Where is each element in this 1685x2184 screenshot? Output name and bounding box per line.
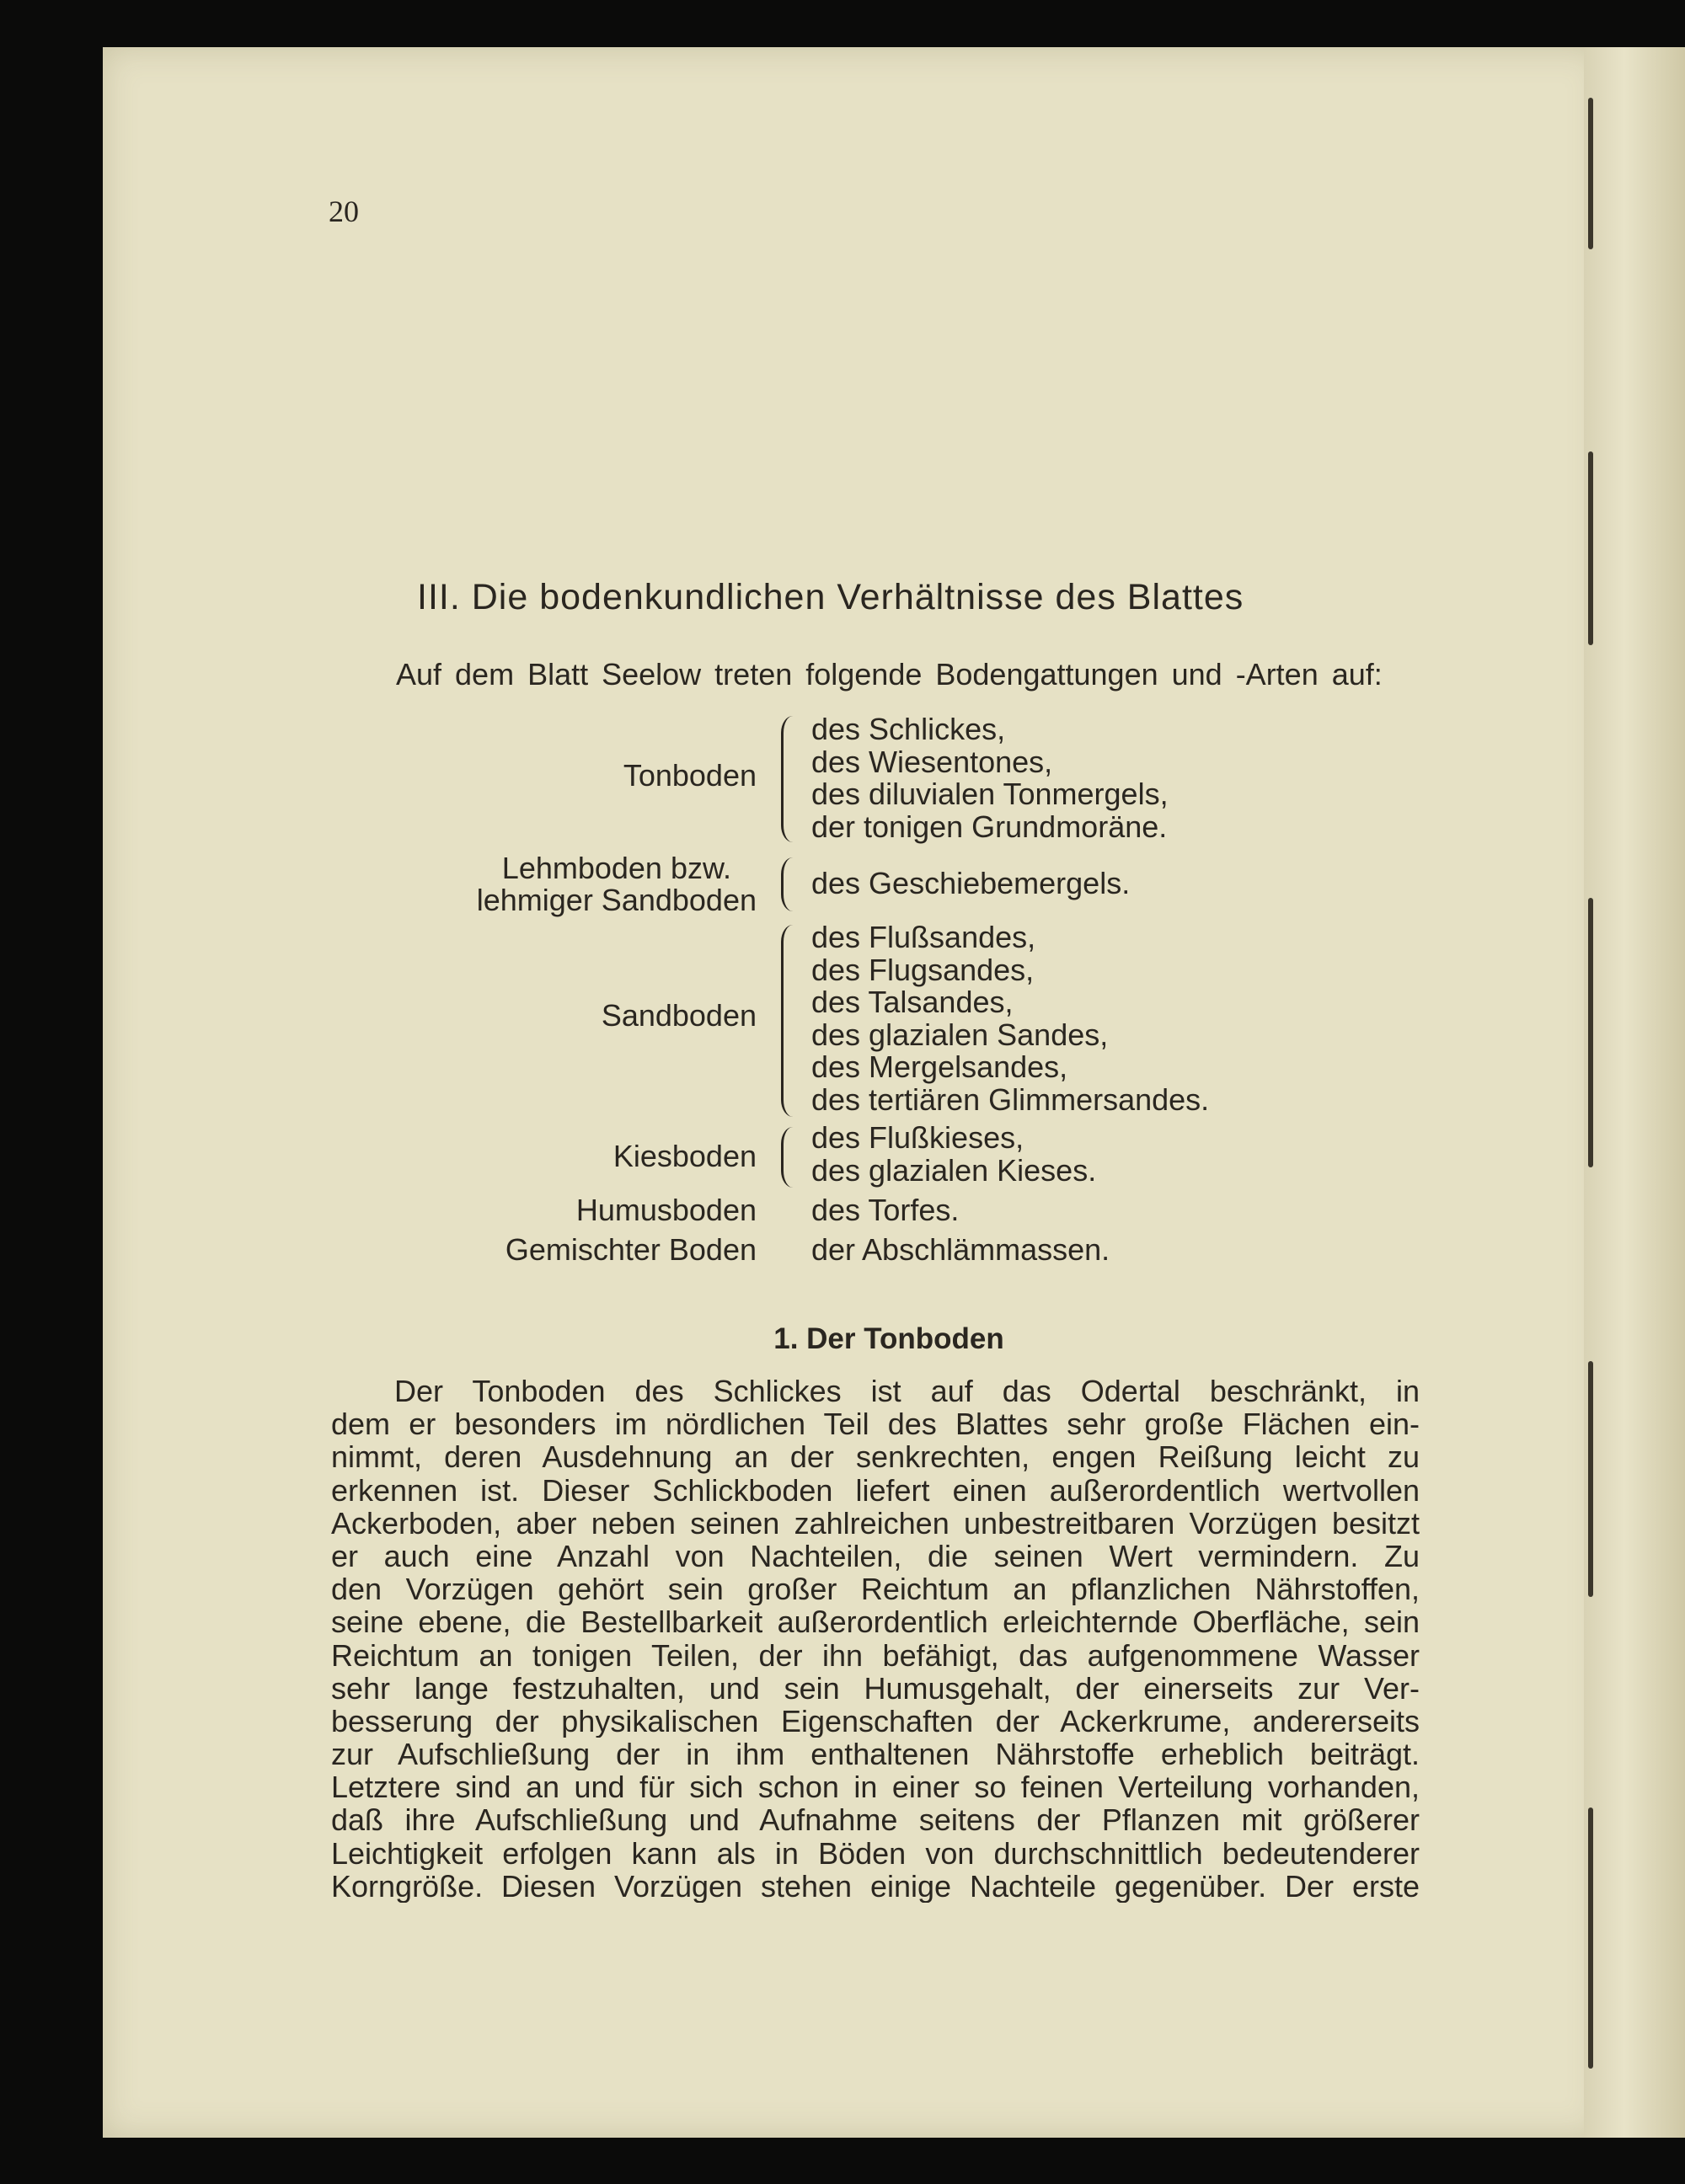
- soil-art-item: des Flugsandes,: [811, 952, 1035, 987]
- soil-art-item: des diluvialen Tonmergels,: [811, 777, 1169, 811]
- soil-art-item: des Schlickes,: [811, 712, 1006, 746]
- paragraph-line: zur Aufschließung der in ihm enthaltenen Nährstoffe erheblich beiträgt.: [331, 1738, 1420, 1771]
- soil-art-item: des glazialen Sandes,: [811, 1017, 1109, 1052]
- soil-label: Gemischter Boden: [505, 1232, 757, 1267]
- paragraph-line: den Vorzügen gehört sein großer Reichtum an pflanzlichen Nährstoffen,: [331, 1573, 1420, 1606]
- paragraph-line: Ackerboden, aber neben seinen zahlreichen unbestreitbaren Vorzügen besitzt: [331, 1506, 1420, 1540]
- paragraph-line: erkennen ist. Dieser Schlickboden liefert einen außerordentlich wertvollen: [331, 1473, 1420, 1507]
- binding-thread: [1588, 451, 1593, 645]
- brace: [781, 925, 795, 1117]
- soil-arts: [811, 1122, 1096, 1187]
- soil-art-item: des Flußsandes,: [811, 920, 1036, 954]
- paragraph-line: dem er besonders im nördlichen Teil des Blattes sehr große Flächen ein-: [331, 1407, 1420, 1441]
- brace: [781, 716, 795, 842]
- soil-art-item: des Geschiebemergels.: [811, 866, 1131, 900]
- soil-art-item: des Talsandes,: [811, 985, 1014, 1019]
- soil-art-item: des Wiesentones,: [811, 744, 1053, 779]
- page-number: 20: [329, 195, 359, 228]
- binding-thread: [1588, 898, 1593, 1167]
- brace: [781, 857, 795, 911]
- paragraph-line: Der Tonboden des Schlickes ist auf das Odertal beschränkt, in: [394, 1375, 1420, 1408]
- soil-label: Tonboden: [623, 758, 757, 793]
- soil-label: Humusboden: [575, 1193, 757, 1227]
- paragraph-line: Leichtigkeit erfolgen kann als in Böden von durchschnittlich bedeutenderer: [331, 1836, 1420, 1870]
- intro-sentence: Auf dem Blatt Seelow treten folgende Bodengattungen und -Arten auf:: [396, 657, 1383, 692]
- soil-label: Lehmboden bzw. lehmiger Sandboden: [476, 851, 757, 917]
- soil-art-item: der tonigen Grundmoräne.: [811, 809, 1168, 844]
- section-title: 1. Der Tonboden: [773, 1322, 1004, 1355]
- paragraph-line: sehr lange festzuhalten, und sein Humusgehalt, der einerseits zur Ver-: [331, 1671, 1420, 1705]
- paragraph-line: nimmt, deren Ausdehnung an der senkrechten, engen Reißung leicht zu: [331, 1440, 1420, 1474]
- soil-arts: [811, 1234, 1110, 1267]
- soil-arts: [811, 921, 1209, 1116]
- soil-art-item: des tertiären Glimmersandes.: [811, 1081, 1210, 1117]
- body-paragraph: [331, 1375, 1420, 1903]
- book-spine: [1584, 47, 1685, 2138]
- soil-arts: [811, 713, 1169, 843]
- soil-label: Kiesboden: [612, 1139, 757, 1173]
- binding-thread: [1588, 1808, 1593, 2069]
- brace: [781, 1127, 795, 1188]
- soil-art-item: des Flußkieses,: [811, 1120, 1024, 1155]
- soil-arts: [811, 868, 1130, 900]
- soil-label: Sandboden: [601, 998, 757, 1033]
- chapter-heading: III. Die bodenkundlichen Verhältnisse des Blattes: [417, 577, 1244, 617]
- paragraph-line: er auch eine Anzahl von Nachteilen, die seinen Wert vermindern. Zu: [331, 1539, 1420, 1573]
- paragraph-line: Korngröße. Diesen Vorzügen stehen einige Nachteile gegenüber. Der erste: [331, 1869, 1420, 1903]
- paragraph-line: Reichtum an tonigen Teilen, der ihn befähigt, das aufgenommene Wasser: [331, 1638, 1420, 1672]
- soil-art-item: des Torfes.: [811, 1193, 960, 1227]
- paragraph-line: besserung der physikalischen Eigenschaften der Ackerkrume, andererseits: [331, 1704, 1420, 1738]
- paragraph-line: Letztere sind an und für sich schon in einer so feinen Verteilung vorhanden,: [331, 1770, 1420, 1804]
- soil-arts: [811, 1194, 959, 1227]
- soil-art-item: des glazialen Kieses.: [811, 1152, 1097, 1188]
- binding-thread: [1588, 98, 1593, 249]
- binding-thread: [1588, 1361, 1593, 1597]
- paragraph-line: daß ihre Aufschließung und Aufnahme seitens der Pflanzen mit größerer: [331, 1803, 1420, 1837]
- paragraph-line: seine ebene, die Bestellbarkeit außerordentlich erleichternde Oberfläche, sein: [331, 1605, 1420, 1639]
- soil-art-item: des Mergelsandes,: [811, 1049, 1068, 1084]
- soil-art-item: der Abschlämmassen.: [811, 1232, 1110, 1267]
